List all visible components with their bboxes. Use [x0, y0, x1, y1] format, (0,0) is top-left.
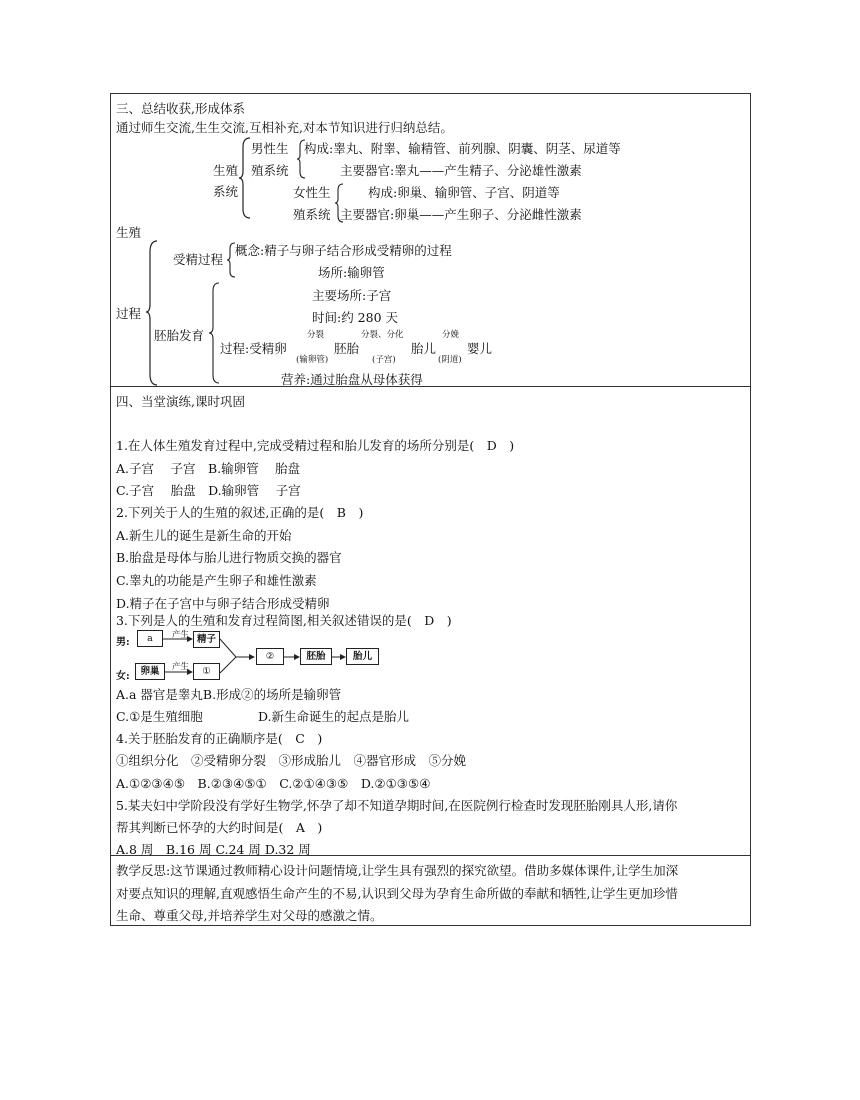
q4-options: A.①②③④⑤ B.②③④⑤① C.②①④③⑤ D.②①③⑤④ [116, 776, 431, 791]
fertilization-concept: 概念:精子与卵子结合形成受精卵的过程 [235, 243, 452, 258]
arrow1-top-label: 分裂 [307, 330, 325, 340]
diagram-box-a: a [137, 630, 163, 647]
arrow2-bottom-label: (子宫) [372, 355, 396, 365]
q2-option-a: A.新生儿的诞生是新生命的开始 [116, 528, 292, 543]
embryo-process: 过程:受精卵 [220, 341, 287, 356]
q1-options-a: A.子宫 子宫 B.输卵管 胎盘 [116, 461, 301, 476]
q5-line-2: 帮其判断已怀孕的大约时间是( A ) [116, 820, 323, 835]
male-organ: 主要器官:睾丸——产生精子、分泌雄性激素 [340, 163, 582, 178]
row-divider-1 [110, 386, 751, 387]
arrow2-top-label: 分裂、分化 [361, 330, 404, 340]
reflection-line-2: 对要点知识的理解,直观感悟生命产生的不易,认识到父母为孕育生命所做的奉献和牺牲,让学生更加珍惜 [116, 886, 678, 901]
male-label-1: 男性生 [251, 141, 289, 156]
brace-process [145, 240, 159, 386]
q3-option-d: D.新生命诞生的起点是胎儿 [258, 709, 410, 724]
fertilization-place: 场所:输卵管 [318, 265, 385, 280]
diagram-box-sperm: 精子 [193, 631, 220, 648]
diagram-produce-1: 产生 [172, 630, 190, 640]
system-label-1: 生殖 [213, 163, 239, 178]
brace-system [238, 137, 252, 219]
q1: 1.在人体生殖发育过程中,完成受精过程和胎儿发育的场所分别是( D ) [116, 438, 515, 453]
section3-heading: 三、总结收获,形成体系 [116, 101, 245, 116]
female-label-2: 殖系统 [293, 207, 331, 222]
arrow3-top-label: 分娩 [442, 330, 460, 340]
diagram-produce-2: 产生 [172, 662, 190, 672]
q4: 4.关于胚胎发育的正确顺序是( C ) [116, 731, 323, 746]
diagram-box-2: ② [256, 648, 284, 665]
nutrition: 营养:通过胎盘从母体获得 [281, 372, 423, 387]
q4-items: ①组织分化 ②受精卵分裂 ③形成胎儿 ④器官形成 ⑤分娩 [116, 753, 467, 768]
brace-embryo [208, 282, 220, 384]
section4-heading: 四、当堂演练,课时巩固 [116, 394, 245, 409]
male-compose: 构成:睾丸、附睾、输精管、前列腺、阴囊、阴茎、尿道等 [304, 141, 621, 156]
reflection-line-3: 生命、尊重父母,并培养学生对父母的感激之情。 [116, 908, 383, 923]
process-label-2: 过程 [116, 306, 142, 321]
diagram-box-embryo: 胚胎 [300, 648, 332, 665]
q2-option-d: D.精子在子宫中与卵子结合形成受精卵 [116, 596, 330, 611]
q5-options: A.8 周 B.16 周 C.24 周 D.32 周 [116, 842, 311, 857]
diagram-male-label: 男: [116, 637, 130, 648]
diagram-box-1: ① [193, 663, 220, 680]
stage-embryo: 胚胎 [334, 341, 360, 356]
arrow1-bottom-label: (输卵管) [296, 355, 329, 365]
male-label-2: 殖系统 [251, 163, 289, 178]
q3-options-ab: A.a 器官是睾丸B.形成②的场所是输卵管 [116, 687, 342, 702]
q1-options-b: C.子宫 胎盘 D.输卵管 子宫 [116, 483, 301, 498]
embryo-time: 时间:约 280 天 [312, 310, 399, 325]
stage-fetus: 胎儿 [411, 341, 437, 356]
q3: 3.下列是人的生殖和发育过程简图,相关叙述错误的是( D ) [116, 613, 452, 628]
stage-baby: 婴儿 [467, 341, 493, 356]
arrow3-bottom-label: (阴道) [438, 355, 462, 365]
system-label-2: 系统 [213, 184, 239, 199]
section3-intro: 通过师生交流,生生交流,互相补充,对本节知识进行归纳总结。 [116, 120, 453, 135]
process-label-1: 生殖 [116, 225, 142, 240]
fertilization-label: 受精过程 [173, 252, 224, 267]
q2-option-b: B.胎盘是母体与胎儿进行物质交换的器官 [116, 550, 342, 565]
embryo-place: 主要场所:子宫 [312, 288, 392, 303]
female-organ: 主要器官:卵巢——产生卵子、分泌雌性激素 [340, 207, 582, 222]
diagram-box-ovary: 卵巢 [135, 663, 165, 680]
embryo-label: 胚胎发育 [154, 328, 205, 343]
q2: 2.下列关于人的生殖的叙述,正确的是( B ) [116, 505, 364, 520]
female-label-1: 女性生 [293, 185, 331, 200]
q5-line-1: 5.某夫妇中学阶段没有学好生物学,怀孕了却不知道孕期时间,在医院例行检查时发现胚胎刚具人形,请你 [116, 798, 678, 813]
q3-option-c: C.①是生殖细胞 [116, 709, 203, 724]
q2-option-c: C.睾丸的功能是产生卵子和雄性激素 [116, 573, 317, 588]
diagram-female-label: 女: [116, 671, 130, 682]
diagram-box-fetus: 胎儿 [346, 648, 379, 665]
female-compose: 构成:卵巢、输卵管、子宫、阴道等 [368, 185, 560, 200]
diagram-arrows [110, 620, 400, 690]
reflection-line-1: 教学反思:这节课通过教师精心设计问题情境,让学生具有强烈的探究欲望。借助多媒体课件,让学生加深 [116, 863, 679, 878]
